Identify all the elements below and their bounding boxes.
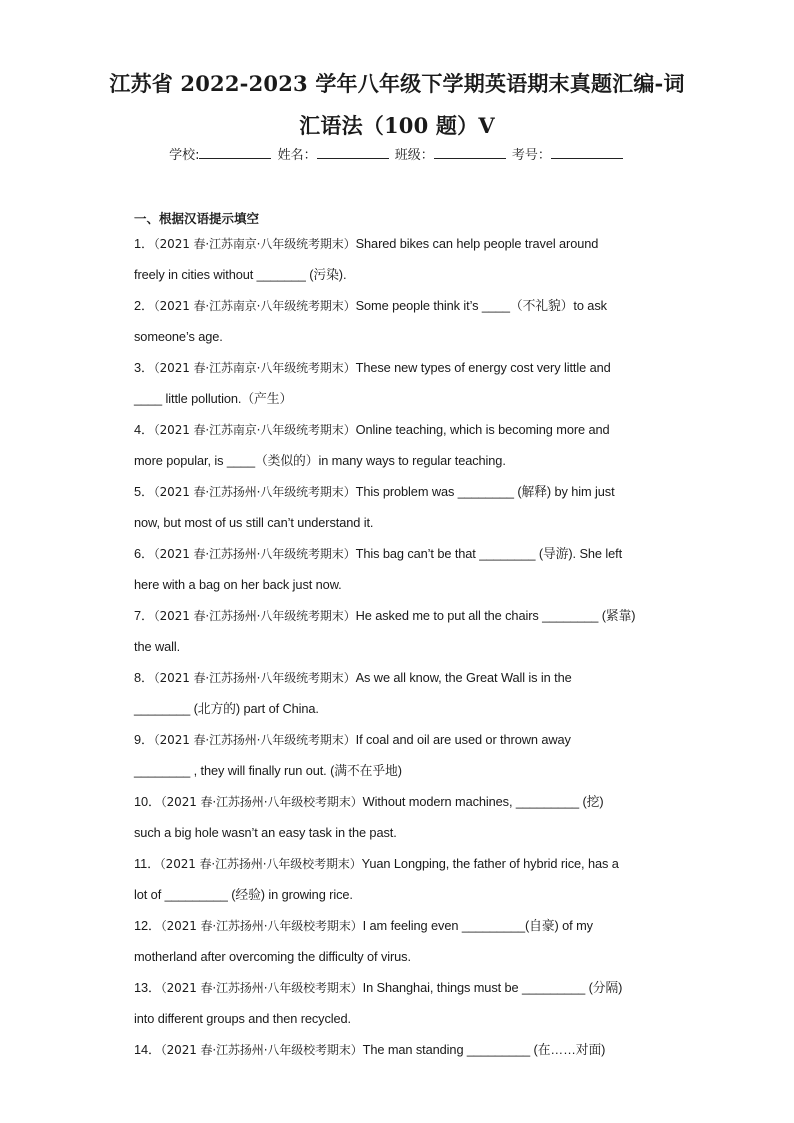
- question-first-line: [134, 543, 664, 574]
- question-text: This bag can’t be that ________ (导游). She left: [355, 546, 623, 561]
- question-number: 9．: [134, 732, 154, 747]
- question-first-line: [134, 357, 664, 388]
- question-first-line: [134, 915, 664, 946]
- question-text: Online teaching, which is becoming more and: [355, 422, 610, 437]
- student-info-row: [0, 144, 794, 163]
- question-source: （2021 春·江苏扬州·八年级统考期末）: [153, 547, 356, 561]
- page-title-line-2: 汇语法（100 题）V: [299, 113, 495, 138]
- school-label: 学校:: [169, 148, 200, 163]
- question-source: （2021 春·江苏南京·八年级统考期末）: [153, 237, 356, 251]
- question-source: （2021 春·江苏南京·八年级统考期末）: [153, 423, 356, 437]
- exam-number-blank[interactable]: [551, 146, 623, 159]
- page-title-line-1: 江苏省 2022-2023 学年八年级下学期英语期末真题汇编-词: [109, 71, 685, 96]
- question-continuation: the wall.: [134, 639, 181, 654]
- question-item: [134, 853, 664, 915]
- question-text: Yuan Longping, the father of hybrid rice, has a: [361, 856, 619, 871]
- question-text: If coal and oil are used or thrown away: [355, 732, 571, 747]
- question-first-line: [134, 1039, 664, 1070]
- name-blank[interactable]: [317, 146, 389, 159]
- question-continuation: into different groups and then recycled.: [134, 1011, 352, 1026]
- question-source: （2021 春·江苏南京·八年级统考期末）: [153, 361, 356, 375]
- question-text: As we all know, the Great Wall is in the: [355, 670, 572, 685]
- question-number: 14．: [134, 1042, 161, 1057]
- question-number: 10．: [134, 794, 161, 809]
- question-source: （2021 春·江苏扬州·八年级校考期末）: [160, 919, 363, 933]
- question-number: 12．: [134, 918, 161, 933]
- question-first-line: [134, 853, 664, 884]
- question-first-line: [134, 605, 664, 636]
- question-text: The man standing _________ (在……对面): [362, 1042, 606, 1057]
- question-number: 3．: [134, 360, 154, 375]
- question-item: [134, 233, 664, 295]
- question-continuation: more popular, is ____（类似的）in many ways to regular teaching.: [134, 453, 506, 468]
- question-number: 5．: [134, 484, 154, 499]
- question-number: 2．: [134, 298, 154, 313]
- question-first-line: [134, 295, 664, 326]
- question-continuation: motherland after overcoming the difficulty of virus.: [134, 949, 411, 964]
- section-title: 一、根据汉语提示填空: [134, 211, 260, 226]
- class-label: 班级：: [394, 148, 434, 163]
- question-continuation: someone’s age.: [134, 329, 223, 344]
- question-first-line: [134, 729, 664, 760]
- question-continuation: now, but most of us still can’t understand it.: [134, 515, 374, 530]
- question-source: （2021 春·江苏南京·八年级统考期末）: [153, 299, 356, 313]
- question-first-line: [134, 233, 664, 264]
- question-item: [134, 543, 664, 605]
- question-number: 8．: [134, 670, 154, 685]
- class-blank[interactable]: [434, 146, 506, 159]
- question-source: （2021 春·江苏扬州·八年级校考期末）: [159, 857, 362, 871]
- exam-number-label: 考号：: [511, 148, 551, 163]
- question-text: Without modern machines, _________ (挖): [362, 794, 604, 809]
- question-source: （2021 春·江苏扬州·八年级统考期末）: [153, 671, 356, 685]
- question-list: [134, 233, 664, 1070]
- question-number: 6．: [134, 546, 154, 561]
- name-label: 姓名：: [277, 148, 317, 163]
- question-item: [134, 295, 664, 357]
- question-continuation: ________ (北方的) part of China.: [134, 701, 319, 716]
- question-number: 7．: [134, 608, 154, 623]
- question-text: Some people think it’s ____（不礼貌）to ask: [355, 298, 607, 313]
- question-item: [134, 791, 664, 853]
- question-source: （2021 春·江苏扬州·八年级校考期末）: [160, 981, 363, 995]
- question-continuation: freely in cities without _______ (污染).: [134, 267, 347, 282]
- question-text: In Shanghai, things must be _________ (分隔): [362, 980, 623, 995]
- question-text: I am feeling even _________(自豪) of my: [362, 918, 593, 933]
- question-item: [134, 605, 664, 667]
- question-first-line: [134, 419, 664, 450]
- question-first-line: [134, 977, 664, 1008]
- school-blank[interactable]: [199, 146, 271, 159]
- question-item: [134, 419, 664, 481]
- question-item: [134, 481, 664, 543]
- question-continuation: lot of _________ (经验) in growing rice.: [134, 887, 353, 902]
- question-source: （2021 春·江苏扬州·八年级校考期末）: [160, 795, 363, 809]
- question-number: 1．: [134, 236, 154, 251]
- question-text: He asked me to put all the chairs ________ (紧靠): [355, 608, 636, 623]
- question-first-line: [134, 481, 664, 512]
- question-item: [134, 357, 664, 419]
- question-text: Shared bikes can help people travel around: [355, 236, 599, 251]
- question-continuation: ____ little pollution.（产生）: [134, 391, 293, 406]
- question-number: 11．: [134, 856, 160, 871]
- question-first-line: [134, 667, 664, 698]
- question-number: 4．: [134, 422, 154, 437]
- question-text: These new types of energy cost very little and: [355, 360, 611, 375]
- question-item: [134, 1039, 664, 1070]
- question-source: （2021 春·江苏扬州·八年级统考期末）: [153, 733, 356, 747]
- question-number: 13．: [134, 980, 161, 995]
- question-source: （2021 春·江苏扬州·八年级统考期末）: [153, 485, 356, 499]
- question-source: （2021 春·江苏扬州·八年级统考期末）: [153, 609, 356, 623]
- question-item: [134, 729, 664, 791]
- question-text: This problem was ________ (解释) by him just: [355, 484, 615, 499]
- question-item: [134, 915, 664, 977]
- question-continuation: such a big hole wasn’t an easy task in the past.: [134, 825, 397, 840]
- question-source: （2021 春·江苏扬州·八年级校考期末）: [160, 1043, 363, 1057]
- question-item: [134, 977, 664, 1039]
- question-continuation: here with a bag on her back just now.: [134, 577, 342, 592]
- question-continuation: ________ , they will finally run out. (满不在乎地): [134, 763, 402, 778]
- question-first-line: [134, 791, 664, 822]
- question-item: [134, 667, 664, 729]
